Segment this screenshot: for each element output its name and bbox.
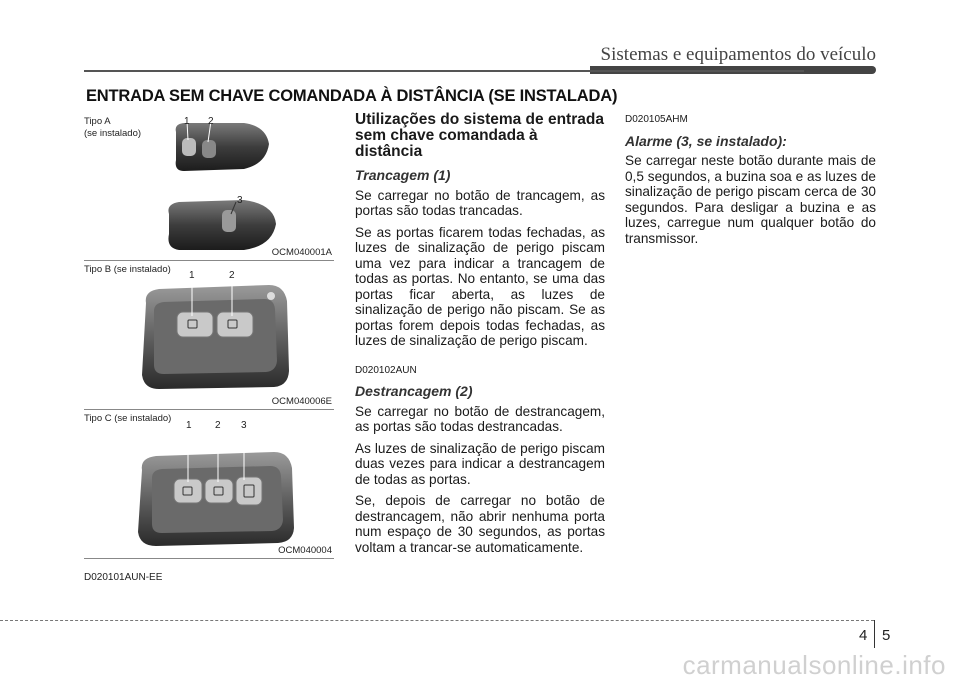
header-rule — [84, 70, 804, 72]
alarm-subheading: Alarme (3, se instalado): — [625, 132, 787, 149]
lock-paragraph-1: Se carregar no botão de trancagem, as portas são todas trancadas. — [355, 187, 605, 218]
lock-paragraph-2: Se as portas ficarem todas fechadas, as luzes de sinalização de perigo piscam uma vez para indicar a trancagem de todas as portas. No entanto, se uma das portas ficar aberta, as luzes de sinalização de perigo não piscam. Se as portas forem depois todas fechadas, as luzes de sinalização de perigo piscam. — [355, 224, 605, 348]
callout-2: 2 — [229, 270, 235, 281]
key-fob-type-b-illustration — [84, 261, 334, 409]
unlock-subheading: Destrancagem (2) — [355, 383, 473, 399]
key-fob-type-c-illustration — [84, 410, 334, 558]
callout-3: 3 — [241, 420, 247, 431]
middle-column — [355, 112, 605, 561]
section-code: D020101AUN-EE — [84, 572, 163, 583]
figure-c-code: OCM040004 — [278, 545, 332, 556]
unlock-paragraph-1: Se carregar no botão de destrancagem, as portas são todas destrancadas. — [355, 403, 605, 434]
right-column — [625, 112, 876, 252]
figure-c-label: Tipo C (se instalado) — [84, 413, 172, 424]
callout-2: 2 — [215, 420, 221, 431]
figure-b-code: OCM040006E — [271, 396, 332, 407]
callout-1: 1 — [189, 270, 195, 281]
figure-type-c — [84, 410, 334, 559]
callout-1: 1 — [186, 420, 192, 431]
section-title: ENTRADA SEM CHAVE COMANDADA À DISTÂNCIA (SE INSTALADA) — [86, 87, 618, 105]
page-number: 5 — [882, 627, 891, 644]
alarm-paragraph: Se carregar neste botão durante mais de 0,5 segundos, a buzina soa e as luzes de sinalização de perigo piscam cerca de 30 segundos. Para desligar a buzina e as luzes, carregue num qualquer botão do transmissor. — [625, 153, 876, 246]
figure-a-label-line1: Tipo A — [84, 116, 111, 127]
watermark: carmanualsonline.info — [682, 650, 946, 680]
running-header: Sistemas e equipamentos do veículo — [600, 44, 876, 65]
unlock-paragraph-2: As luzes de sinalização de perigo piscam duas vezes para indicar a destrancagem de todas as portas. — [355, 440, 605, 487]
figure-type-b — [84, 261, 334, 410]
key-fob-type-a-illustration — [84, 112, 334, 260]
unlock-paragraph-3: Se, depois de carregar no botão de destrancagem, não abrir nenhuma porta num espaço de 30 segundos, as portas voltam a trancar-se automaticamente. — [355, 493, 605, 555]
callout-2: 2 — [208, 116, 214, 127]
unlock-code: D020102AUN — [355, 364, 417, 376]
figure-a-label-line2: (se instalado) — [84, 128, 142, 139]
figure-a-code: OCM040001A — [271, 247, 332, 258]
figure-b-label: Tipo B (se instalado) — [84, 264, 171, 275]
figure-column — [84, 112, 334, 583]
alarm-code: D020105AHM — [625, 114, 688, 125]
page-chapter: 4 — [859, 627, 868, 644]
footer-rule — [0, 620, 874, 621]
callout-3: 3 — [237, 195, 243, 206]
section-heading: Utilizações do sistema de entrada sem chave comandada à distância — [355, 111, 604, 160]
callout-1: 1 — [184, 116, 190, 127]
lock-subheading: Trancagem (1) — [355, 167, 451, 183]
page-separator — [874, 620, 875, 648]
figure-type-a — [84, 112, 334, 261]
